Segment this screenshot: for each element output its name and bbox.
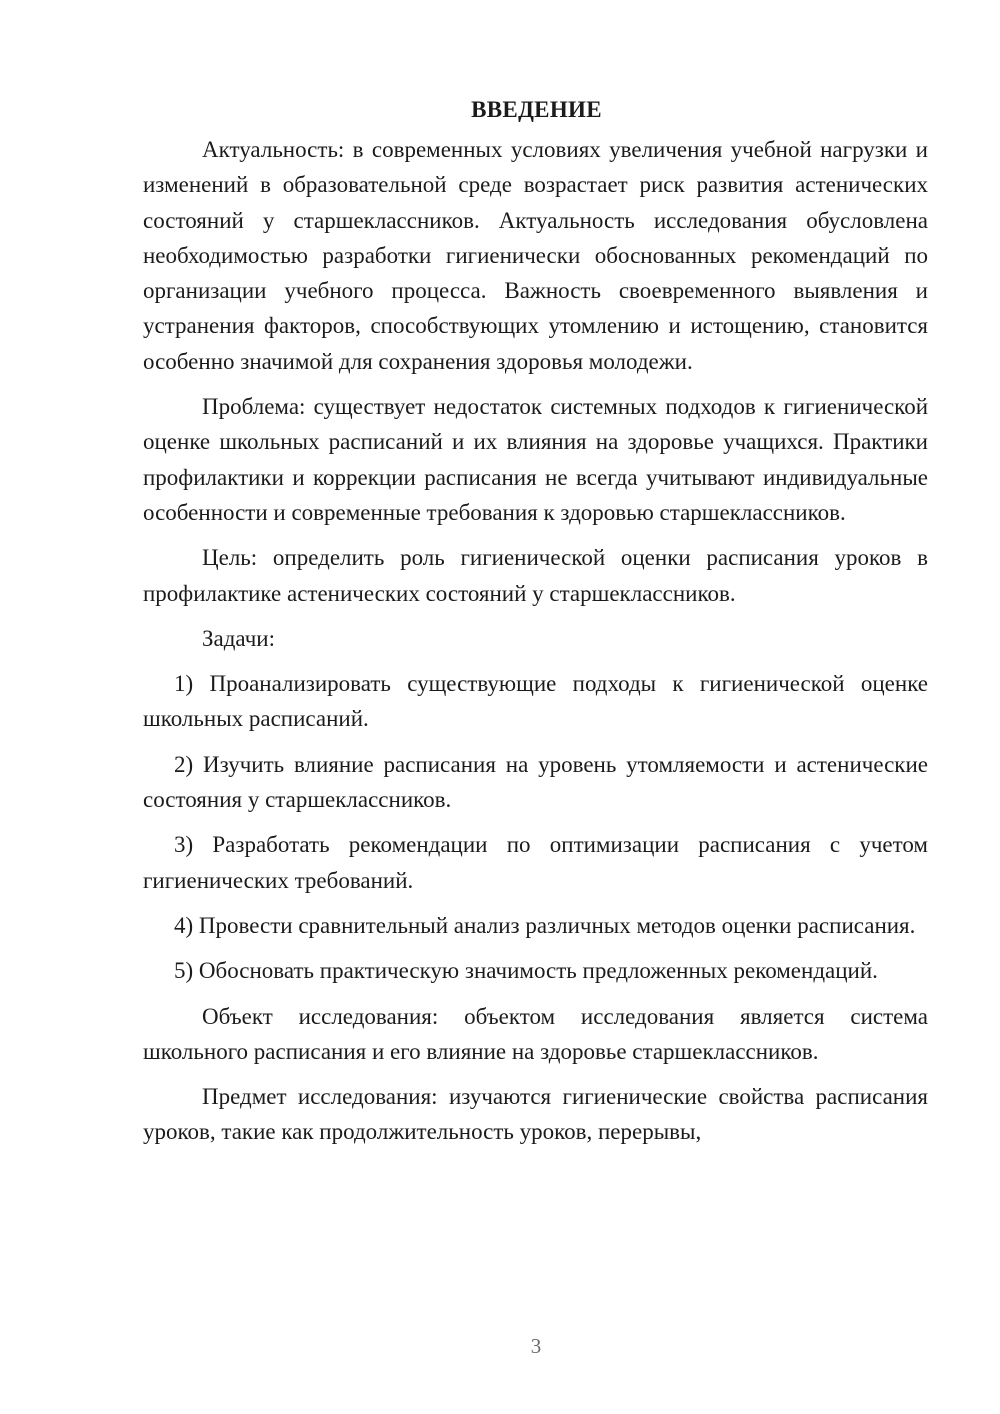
paragraph-object: Объект исследования: объектом исследования является система школьного расписания и его влияние на здоровье старшеклассников. [143, 1003, 928, 1064]
task-item-4: 4) Провести сравнительный анализ различных методов оценки расписания. [174, 912, 916, 938]
task-item-1: 1) Проанализировать существующие подходы к гигиенической оценке школьных расписаний. [143, 671, 928, 732]
paragraph-goal: Цель: определить роль гигиенической оценки расписания уроков в профилактике астенических состояний у старшеклассников. [143, 545, 928, 606]
paragraph-subject: Предмет исследования: изучаются гигиенические свойства расписания уроков, такие как продолжительность уроков, перерывы, [143, 1084, 928, 1145]
task-item-3: 3) Разработать рекомендации по оптимизации расписания с учетом гигиенических требований. [143, 832, 928, 893]
paragraph-relevance: Актуальность: в современных условиях увеличения учебной нагрузки и изменений в образовательной среде возрастает риск развития астенических состояний у старшеклассников. Актуальность исследования обусловлена необходимостью разработки гигиенически обоснованных рекомендаций по организации учебного процесса. Важность своевременного выявления и устранения факторов, способствующих утомлению и истощению, становится особенно значимой для сохранения здоровья молодежи. [143, 137, 928, 374]
task-item-2: 2) Изучить влияние расписания на уровень утомляемости и астенические состояния у старшеклассников. [143, 751, 928, 813]
page-number: 3 [530, 1334, 542, 1358]
task-item-5: 5) Обосновать практическую значимость предложенных рекомендаций. [174, 958, 878, 984]
page-content [143, 92, 928, 1160]
page-title: ВВЕДЕНИЕ [471, 97, 602, 122]
paragraph-problem: Проблема: существует недостаток системных подходов к гигиенической оценке школьных расписаний и их влияния на здоровье учащихся. Практики профилактики и коррекции расписания не всегда учитывают индивидуальные особенности и современные требования к здоровью старшеклассников. [143, 394, 928, 525]
tasks-label: Задачи: [202, 625, 275, 651]
